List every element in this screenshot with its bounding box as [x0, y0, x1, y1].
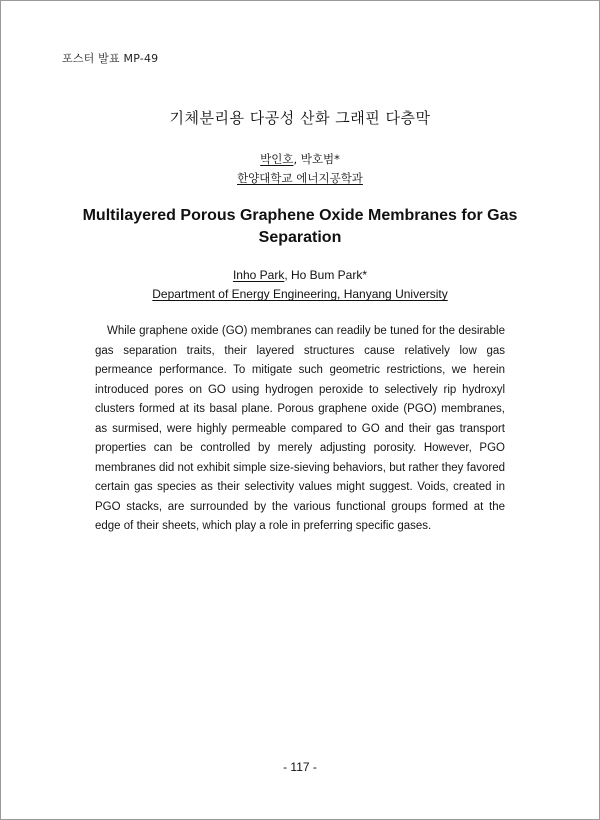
english-affiliation	[0, 287, 600, 301]
korean-title: 기체분리용 다공성 산화 그래핀 다층막	[169, 109, 431, 127]
english-authors	[0, 268, 600, 282]
korean-affiliation-text: 한양대학교 에너지공학과	[237, 171, 363, 185]
english-coauthor: Ho Bum Park*	[291, 268, 368, 282]
english-title: Multilayered Porous Graphene Oxide Membranes for Gas Separation	[82, 207, 518, 246]
session-label: 포스터 발표 MP-49	[62, 52, 159, 65]
page-number: - 117 -	[283, 760, 317, 774]
english-affiliation-text: Department of Energy Engineering, Hanyang University	[152, 287, 448, 301]
korean-authors	[0, 151, 600, 167]
korean-affiliation	[0, 170, 600, 186]
abstract-body: While graphene oxide (GO) membranes can readily be tuned for the desirable gas separation traits, their layered structures cause relatively low gas permeance performance. To mitigate such geometric restrictions, we herein introduced pores on GO using hydrogen peroxide to selectively rip hydroxyl clusters formed at its basal plane. Porous graphene oxide (PGO) membranes, as surmised, were highly permeable compared to GO and their gas transport properties can be controlled by merely adjusting porosity. However, PGO membranes did not exhibit simple size-sieving behaviors, but rather they favored certain gas species as their selectivity values might suggest. Voids, created in PGO stacks, are surrounded by the various functional groups formed at the edge of their sheets, which play a role in preferring specific gases.	[95, 325, 505, 532]
english-author-separator: ,	[284, 268, 291, 282]
korean-coauthor: 박호범*	[300, 152, 340, 166]
korean-presenting-author: 박인호	[260, 152, 294, 166]
korean-author-separator: ,	[293, 152, 301, 166]
english-presenting-author: Inho Park	[232, 268, 285, 282]
